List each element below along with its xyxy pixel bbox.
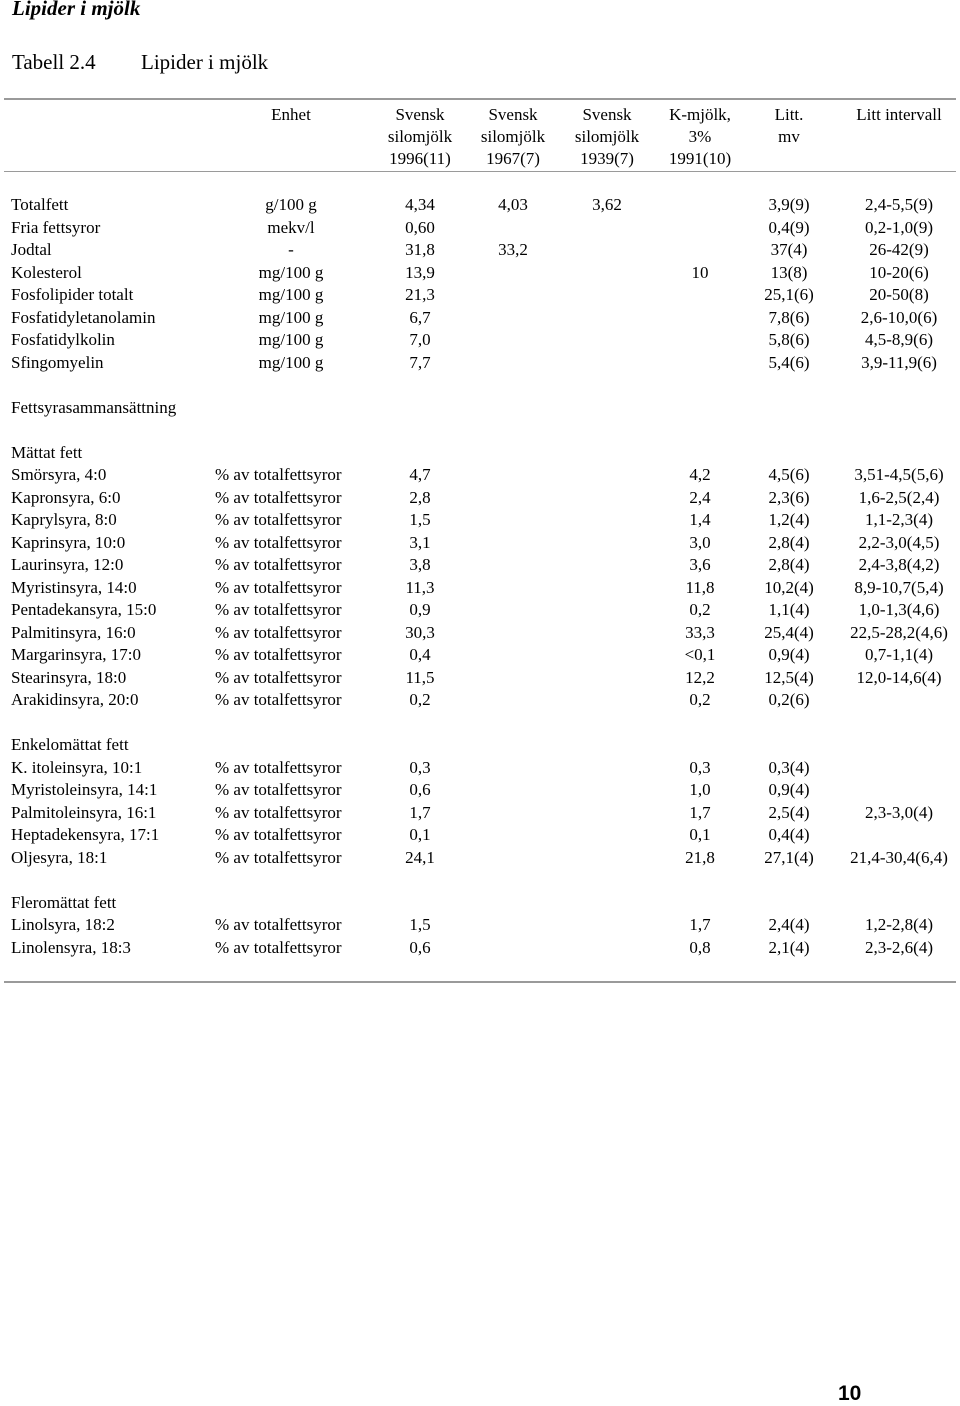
table-row	[0, 779, 960, 802]
value-litt-mv: 2,5(4)	[768, 802, 810, 822]
unit-cell: % av totalfettsyror	[215, 802, 342, 822]
row-label: Palmitinsyra, 16:0	[11, 622, 136, 642]
value-litt-intervall: 2,2-3,0(4,5)	[858, 532, 940, 552]
unit-cell: % av totalfettsyror	[215, 532, 342, 552]
value-svensk-1967: 33,2	[498, 240, 528, 259]
section-heading-row	[0, 442, 960, 465]
column-header-line: Litt intervall	[856, 105, 942, 124]
table-row	[0, 194, 960, 217]
unit-cell: mekv/l	[267, 217, 315, 237]
section-heading: Enkelomättat fett	[11, 735, 129, 754]
value-svensk-1996: 7,0	[409, 330, 431, 349]
value-litt-intervall: 2,3-3,0(4)	[865, 802, 933, 822]
table-row	[0, 217, 960, 240]
value-svensk-1996: 0,1	[409, 825, 431, 844]
section-heading-row	[0, 734, 960, 757]
spacer-row	[0, 869, 960, 892]
value-svensk-1996: 11,3	[405, 577, 435, 597]
row-label: Kaprinsyra, 10:0	[11, 532, 126, 552]
value-k-mjolk: 1,4	[689, 510, 711, 529]
value-svensk-1996: 13,9	[405, 262, 435, 282]
value-litt-mv: 10,2(4)	[764, 577, 814, 597]
page-number: 10	[838, 1382, 862, 1405]
column-header-line: 1996(11)	[389, 149, 451, 168]
value-litt-mv: 25,1(6)	[764, 285, 814, 304]
value-litt-intervall: 26-42(9)	[869, 240, 929, 259]
value-svensk-1996: 31,8	[405, 240, 435, 259]
unit-cell: % av totalfettsyror	[215, 465, 342, 484]
table-row	[0, 239, 960, 262]
value-k-mjolk: 3,0	[689, 532, 711, 552]
value-litt-intervall: 0,7-1,1(4)	[865, 645, 933, 664]
table-row	[0, 262, 960, 285]
unit-cell: % av totalfettsyror	[215, 780, 342, 799]
value-litt-intervall: 1,1-2,3(4)	[865, 510, 933, 529]
table-row	[0, 599, 960, 622]
table-row	[0, 487, 960, 510]
value-litt-mv: 2,1(4)	[768, 937, 810, 957]
row-label: Laurinsyra, 12:0	[11, 555, 124, 574]
value-svensk-1996: 4,7	[409, 465, 431, 484]
value-litt-mv: 2,8(4)	[768, 555, 810, 574]
table-row	[0, 757, 960, 780]
unit-cell: % av totalfettsyror	[215, 555, 342, 574]
row-label: Fosfatidyletanolamin	[11, 307, 156, 327]
value-k-mjolk: 0,8	[689, 937, 711, 957]
value-k-mjolk: 2,4	[689, 487, 711, 507]
value-k-mjolk: 1,0	[689, 780, 711, 799]
value-k-mjolk: 1,7	[689, 915, 711, 934]
table-row	[0, 577, 960, 600]
spacer-row	[0, 419, 960, 442]
unit-cell: -	[288, 240, 294, 259]
unit-cell: % av totalfettsyror	[215, 757, 342, 777]
value-litt-intervall: 2,4-5,5(9)	[865, 195, 933, 214]
value-litt-intervall: 1,2-2,8(4)	[865, 915, 933, 934]
table-top-rule	[4, 98, 956, 100]
value-litt-mv: 0,2(6)	[768, 690, 810, 709]
value-svensk-1996: 0,6	[409, 937, 431, 957]
value-litt-mv: 2,8(4)	[768, 532, 810, 552]
value-litt-intervall: 4,5-8,9(6)	[865, 330, 933, 349]
value-svensk-1996: 24,1	[405, 847, 435, 867]
column-header-svensk-1967	[473, 104, 553, 170]
value-litt-mv: 5,4(6)	[768, 352, 810, 372]
table-row	[0, 307, 960, 330]
unit-cell: % av totalfettsyror	[215, 690, 342, 709]
table-row	[0, 689, 960, 712]
section-heading-row	[0, 397, 960, 420]
row-label: Heptadekensyra, 17:1	[11, 825, 160, 844]
value-litt-mv: 5,8(6)	[768, 330, 810, 349]
table-row	[0, 509, 960, 532]
unit-cell: mg/100 g	[258, 285, 324, 304]
value-litt-mv: 3,9(9)	[768, 195, 810, 214]
unit-cell: % av totalfettsyror	[215, 600, 342, 619]
column-header-line: 1991(10)	[668, 149, 732, 168]
value-svensk-1996: 11,5	[405, 667, 435, 687]
column-header-svensk-1996	[380, 104, 460, 170]
value-svensk-1996: 0,6	[409, 780, 431, 799]
value-litt-mv: 7,8(6)	[768, 307, 810, 327]
table-row	[0, 644, 960, 667]
value-svensk-1996: 3,1	[409, 532, 431, 552]
unit-cell: % av totalfettsyror	[215, 510, 342, 529]
value-litt-intervall: 3,9-11,9(6)	[861, 352, 937, 372]
row-label: Sfingomyelin	[11, 352, 104, 372]
table-row	[0, 464, 960, 487]
value-svensk-1996: 30,3	[405, 622, 435, 642]
row-label: Kaprylsyra, 8:0	[11, 510, 117, 529]
unit-cell: % av totalfettsyror	[215, 847, 342, 867]
value-svensk-1996: 4,34	[405, 195, 435, 214]
column-header-line: Svensk	[582, 105, 632, 124]
row-label: Pentadekansyra, 15:0	[11, 600, 157, 619]
column-header-line: mv	[778, 127, 800, 146]
value-svensk-1996: 0,4	[409, 645, 431, 664]
column-header-k-mjolk	[660, 104, 740, 170]
column-header-line: 1967(7)	[486, 149, 540, 168]
value-litt-intervall: 3,51-4,5(5,6)	[854, 465, 944, 484]
value-litt-mv: 13(8)	[770, 262, 808, 282]
value-k-mjolk: 33,3	[685, 622, 715, 642]
table-row	[0, 937, 960, 960]
row-label: Margarinsyra, 17:0	[11, 645, 141, 664]
value-litt-intervall: 2,6-10,0(6)	[860, 307, 938, 327]
value-k-mjolk: 11,8	[685, 577, 715, 597]
value-k-mjolk: 4,2	[689, 465, 711, 484]
value-svensk-1996: 3,8	[409, 555, 431, 574]
section-heading: Mättat fett	[11, 442, 83, 462]
row-label: Linolsyra, 18:2	[11, 915, 115, 934]
unit-cell: g/100 g	[265, 195, 317, 214]
unit-cell: % av totalfettsyror	[215, 667, 342, 687]
value-k-mjolk: 12,2	[685, 667, 715, 687]
value-litt-intervall: 8,9-10,7(5,4)	[854, 577, 944, 597]
value-svensk-1996: 21,3	[405, 285, 435, 304]
value-svensk-1996: 0,9	[409, 600, 431, 619]
value-litt-mv: 25,4(4)	[764, 622, 814, 642]
row-label: Oljesyra, 18:1	[11, 847, 108, 867]
table-row	[0, 329, 960, 352]
row-label: Smörsyra, 4:0	[11, 465, 107, 484]
section-heading: Fettsyrasammansättning	[11, 397, 177, 417]
table-row	[0, 667, 960, 690]
column-header-line: silomjölk	[574, 127, 640, 146]
value-litt-intervall: 22,5-28,2(4,6)	[850, 622, 948, 642]
value-litt-mv: 0,9(4)	[768, 645, 810, 664]
value-k-mjolk: 1,7	[689, 802, 711, 822]
value-litt-mv: 0,4(4)	[768, 825, 810, 844]
unit-cell: % av totalfettsyror	[215, 622, 342, 642]
value-svensk-1939: 3,62	[592, 195, 622, 214]
table-row	[0, 532, 960, 555]
column-header-line: K-mjölk,	[669, 105, 731, 124]
column-header-line: silomjölk	[387, 127, 453, 146]
value-litt-intervall: 2,3-2,6(4)	[865, 937, 933, 957]
unit-cell: % av totalfettsyror	[215, 825, 342, 844]
row-label: K. itoleinsyra, 10:1	[11, 757, 143, 777]
value-litt-intervall: 0,2-1,0(9)	[865, 217, 933, 237]
table-row	[0, 352, 960, 375]
column-header-line: Litt.	[774, 105, 804, 124]
value-litt-mv: 37(4)	[770, 240, 808, 259]
table-row	[0, 622, 960, 645]
table-row	[0, 284, 960, 307]
unit-cell: % av totalfettsyror	[215, 577, 342, 597]
value-litt-mv: 2,3(6)	[768, 487, 810, 507]
value-litt-intervall: 12,0-14,6(4)	[856, 667, 942, 687]
value-svensk-1996: 0,3	[409, 757, 431, 777]
table-row	[0, 554, 960, 577]
value-litt-mv: 12,5(4)	[764, 667, 814, 687]
column-header-line: 3%	[688, 127, 712, 146]
table-title: Lipider i mjölk	[141, 50, 269, 74]
column-header-line: Svensk	[395, 105, 445, 124]
value-litt-mv: 1,1(4)	[768, 600, 810, 619]
unit-cell: % av totalfettsyror	[215, 645, 342, 664]
value-litt-intervall: 10-20(6)	[869, 262, 929, 282]
value-svensk-1996: 0,2	[409, 690, 431, 709]
table-body	[0, 194, 960, 959]
value-litt-intervall: 2,4-3,8(4,2)	[858, 555, 940, 574]
unit-cell: mg/100 g	[258, 352, 324, 372]
value-litt-intervall: 20-50(8)	[869, 285, 929, 304]
unit-cell: mg/100 g	[258, 262, 324, 282]
value-litt-mv: 1,2(4)	[768, 510, 810, 529]
value-k-mjolk: 0,2	[689, 690, 711, 709]
column-header-line: silomjölk	[480, 127, 546, 146]
unit-cell: mg/100 g	[258, 307, 324, 327]
row-label: Myristoleinsyra, 14:1	[11, 780, 158, 799]
row-label: Myristinsyra, 14:0	[11, 577, 137, 597]
value-litt-mv: 0,9(4)	[768, 780, 810, 799]
row-label: Totalfett	[11, 195, 69, 214]
value-k-mjolk: 0,2	[689, 600, 711, 619]
value-svensk-1996: 1,7	[409, 802, 431, 822]
value-k-mjolk: 0,3	[689, 757, 711, 777]
unit-cell: mg/100 g	[258, 330, 324, 349]
value-litt-intervall: 1,0-1,3(4,6)	[858, 600, 940, 619]
row-label: Palmitoleinsyra, 16:1	[11, 802, 157, 822]
row-label: Fosfatidylkolin	[11, 330, 115, 349]
value-litt-mv: 0,4(9)	[768, 217, 810, 237]
value-k-mjolk: 21,8	[685, 847, 715, 867]
value-k-mjolk: 10	[691, 262, 709, 282]
page-heading: Lipider i mjölk	[12, 0, 141, 20]
row-label: Kapronsyra, 6:0	[11, 487, 121, 507]
row-label: Linolensyra, 18:3	[11, 937, 131, 957]
row-label: Kolesterol	[11, 262, 82, 282]
value-litt-mv: 2,4(4)	[768, 915, 810, 934]
unit-cell: % av totalfettsyror	[215, 937, 342, 957]
table-caption	[12, 50, 268, 75]
value-k-mjolk: 3,6	[689, 555, 711, 574]
row-label: Arakidinsyra, 20:0	[11, 690, 139, 709]
value-svensk-1996: 7,7	[409, 352, 431, 372]
value-litt-mv: 4,5(6)	[768, 465, 810, 484]
row-label: Fosfolipider totalt	[11, 285, 134, 304]
value-k-mjolk: 0,1	[689, 825, 711, 844]
value-litt-mv: 27,1(4)	[764, 847, 814, 867]
table-row	[0, 802, 960, 825]
value-svensk-1996: 2,8	[409, 487, 431, 507]
table-number: Tabell 2.4	[12, 50, 96, 74]
column-header-litt-mv	[748, 104, 830, 148]
row-label: Jodtal	[11, 240, 52, 259]
section-heading-row	[0, 892, 960, 915]
row-label: Stearinsyra, 18:0	[11, 667, 127, 687]
value-svensk-1996: 0,60	[405, 217, 435, 237]
header-rule	[4, 171, 956, 172]
column-header-line: Enhet	[271, 105, 311, 124]
value-litt-intervall: 21,4-30,4(6,4)	[850, 847, 948, 867]
column-header-litt-intervall	[838, 104, 960, 126]
table-row	[0, 847, 960, 870]
value-svensk-1996: 6,7	[409, 307, 431, 327]
table-row	[0, 824, 960, 847]
spacer-row	[0, 374, 960, 397]
table-bottom-rule	[4, 981, 956, 983]
value-svensk-1996: 1,5	[409, 915, 431, 934]
row-label: Fria fettsyror	[11, 217, 101, 237]
column-header-line: 1939(7)	[580, 149, 634, 168]
section-heading: Fleromättat fett	[11, 892, 117, 912]
unit-cell: % av totalfettsyror	[215, 487, 342, 507]
unit-cell: % av totalfettsyror	[215, 915, 342, 934]
column-header-svensk-1939	[567, 104, 647, 170]
value-svensk-1967: 4,03	[498, 195, 528, 214]
value-litt-intervall: 1,6-2,5(2,4)	[858, 487, 940, 507]
value-svensk-1996: 1,5	[409, 510, 431, 529]
table-row	[0, 914, 960, 937]
value-litt-mv: 0,3(4)	[768, 757, 810, 777]
spacer-row	[0, 712, 960, 735]
column-header-unit	[230, 104, 352, 126]
column-header-line: Svensk	[488, 105, 538, 124]
value-k-mjolk: <0,1	[684, 645, 716, 664]
